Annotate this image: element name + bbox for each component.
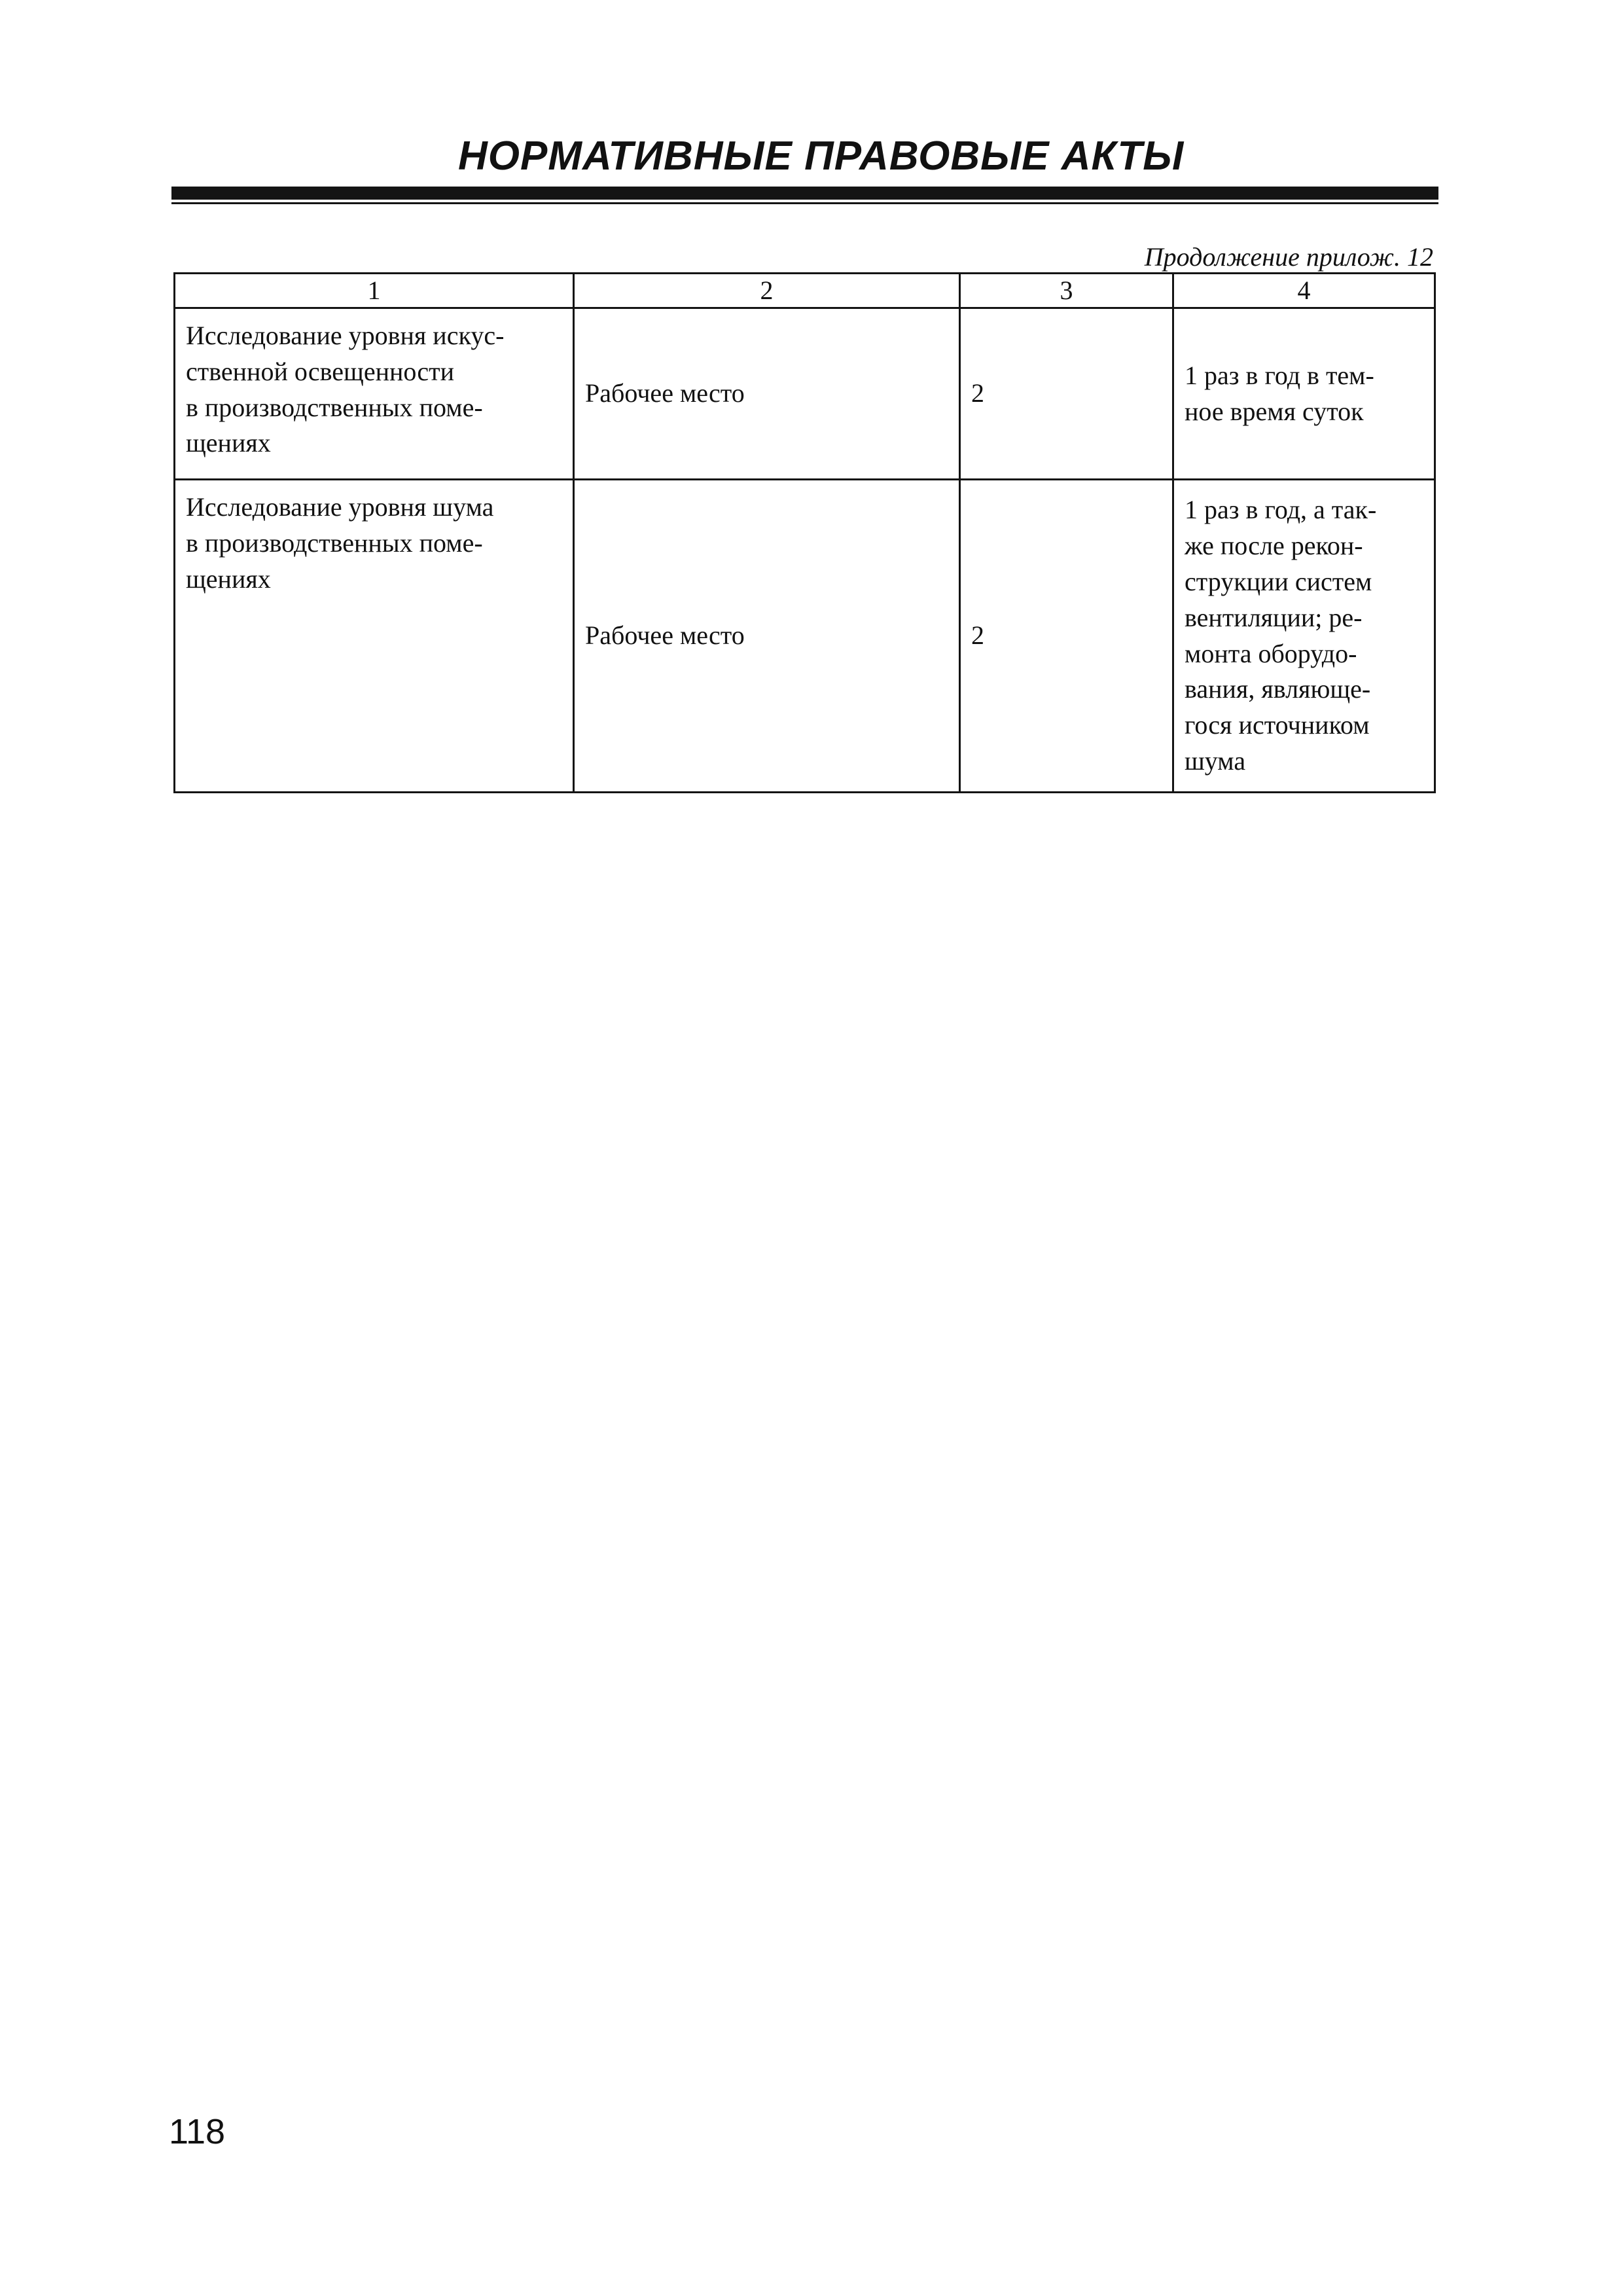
cell-line: в производственных поме- bbox=[186, 528, 483, 558]
location-cell: Рабочее место bbox=[574, 308, 960, 480]
cell-line: же после рекон- bbox=[1185, 531, 1363, 561]
cell-line: вентиляции; ре- bbox=[1185, 602, 1363, 632]
location-cell: Рабочее место bbox=[574, 480, 960, 793]
cell-line: в производственных поме- bbox=[186, 392, 483, 422]
column-number-3: 3 bbox=[960, 274, 1173, 308]
running-head: НОРМАТИВНЫЕ ПРАВОВЫЕ АКТЫ bbox=[458, 134, 1185, 179]
cell-line: ное время суток bbox=[1185, 396, 1364, 426]
cell-line: Исследование уровня шума bbox=[186, 492, 494, 522]
research-type-cell bbox=[175, 480, 574, 793]
schedule-table bbox=[173, 272, 1436, 793]
cell-line: 1 раз в год в тем- bbox=[1185, 360, 1374, 390]
column-number-4: 4 bbox=[1173, 274, 1435, 308]
column-number-row bbox=[175, 274, 1435, 308]
continuation-note: Продолжение прилож. 12 bbox=[1144, 242, 1433, 272]
column-number-1: 1 bbox=[175, 274, 574, 308]
frequency-cell bbox=[1173, 480, 1435, 793]
cell-line: вания, являюще- bbox=[1185, 674, 1371, 704]
page-number: 118 bbox=[169, 2112, 226, 2151]
cell-line: Исследование уровня искус- bbox=[186, 321, 505, 350]
frequency-cell bbox=[1173, 308, 1435, 480]
cell-line: щениях bbox=[186, 428, 271, 458]
header-rule-thick bbox=[171, 187, 1438, 200]
cell-line: щениях bbox=[186, 564, 271, 594]
cell-line: струкции систем bbox=[1185, 566, 1372, 596]
table-row bbox=[175, 480, 1435, 793]
count-cell: 2 bbox=[960, 308, 1173, 480]
header-rule-thin bbox=[171, 202, 1438, 204]
cell-line: 1 раз в год, а так- bbox=[1185, 495, 1377, 525]
count-cell: 2 bbox=[960, 480, 1173, 793]
cell-line: ственной освещенности bbox=[186, 356, 455, 386]
research-type-cell bbox=[175, 308, 574, 480]
column-number-2: 2 bbox=[574, 274, 960, 308]
cell-line: шума bbox=[1185, 745, 1246, 776]
cell-line: монта оборудо- bbox=[1185, 638, 1357, 668]
table-row bbox=[175, 308, 1435, 480]
cell-line: гося источником bbox=[1185, 710, 1370, 740]
